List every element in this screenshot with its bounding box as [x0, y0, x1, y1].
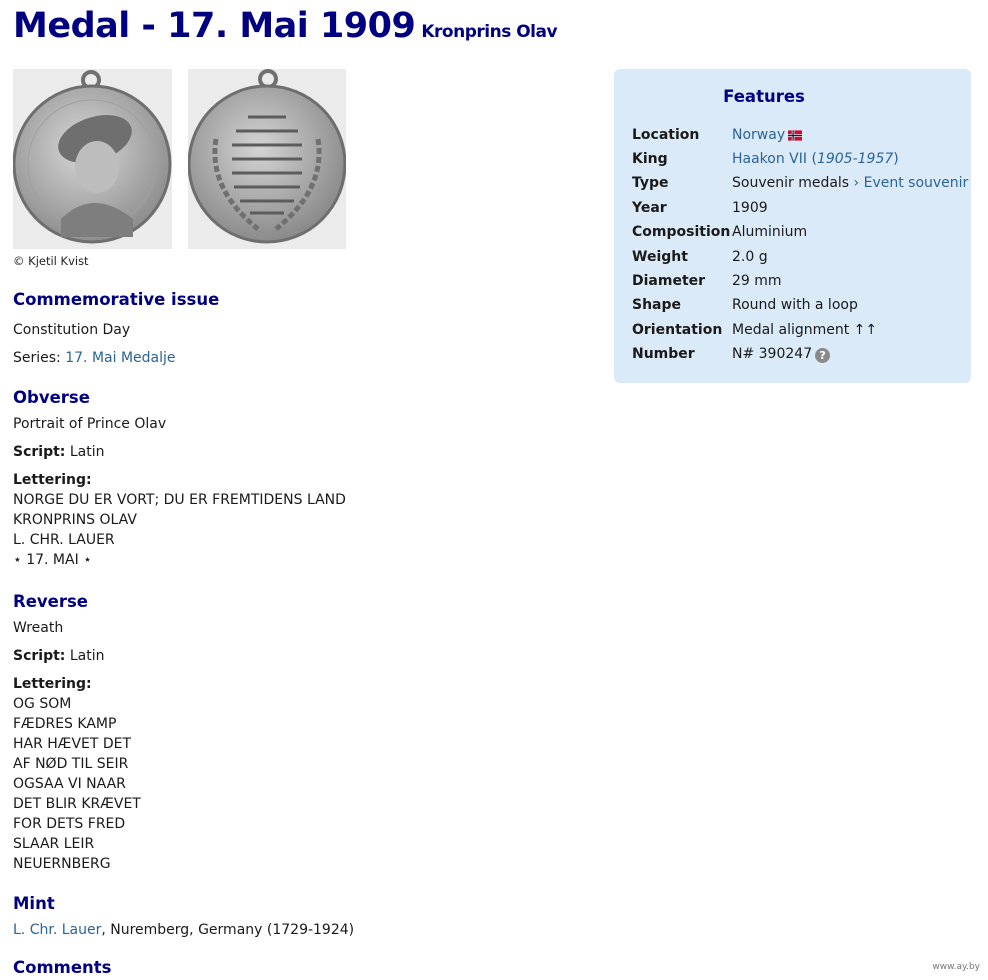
feature-value: 2.0 g: [732, 249, 768, 265]
reverse-script-label: Script:: [13, 648, 66, 664]
reverse-script: [13, 646, 573, 666]
lettering-line: KRONPRINS OLAV: [13, 512, 137, 528]
type-separator: ›: [849, 175, 864, 191]
type-link[interactable]: Event souvenir: [863, 175, 969, 191]
feature-orientation: [632, 319, 963, 341]
feature-label: Year: [632, 200, 667, 216]
feature-label: Orientation: [632, 322, 723, 338]
page-title: [13, 6, 557, 46]
feature-label: King: [632, 151, 668, 167]
reverse-script-value: Latin: [69, 648, 105, 664]
feature-king: [632, 148, 963, 170]
feature-composition: [632, 221, 963, 243]
king-name: Haakon VII: [732, 151, 808, 167]
norway-flag-icon: [788, 130, 802, 141]
feature-label: Weight: [632, 249, 688, 265]
lettering-line: SLAAR LEIR: [13, 836, 95, 852]
watermark: www.ay.by: [932, 962, 980, 972]
feature-value: Medal alignment ↑↑: [732, 322, 878, 338]
lettering-line: OGSAA VI NAAR: [13, 776, 126, 792]
feature-number: [632, 343, 963, 365]
obverse-description: Portrait of Prince Olav: [13, 416, 167, 432]
reverse-lettering-label: Lettering:: [13, 676, 92, 692]
lettering-line: L. CHR. LAUER: [13, 532, 115, 548]
king-years: 1905-1957: [816, 151, 894, 167]
king-open: (: [807, 151, 817, 167]
lettering-line: FOR DETS FRED: [13, 816, 126, 832]
lettering-line: AF NØD TIL SEIR: [13, 756, 129, 772]
lettering-line: DET BLIR KRÆVET: [13, 796, 141, 812]
reverse-description: Wreath: [13, 620, 64, 636]
commemorative-text: Constitution Day: [13, 322, 131, 338]
feature-label: Location: [632, 127, 700, 143]
feature-type: [632, 172, 969, 194]
feature-shape: [632, 294, 963, 316]
feature-label: Diameter: [632, 273, 706, 289]
feature-value: Aluminium: [732, 224, 808, 240]
help-icon[interactable]: ?: [815, 348, 830, 363]
mint-link[interactable]: L. Chr. Lauer: [13, 922, 102, 938]
type-value: Souvenir medals: [732, 175, 850, 191]
commemorative-heading: Commemorative issue: [13, 290, 220, 309]
comments-heading: Comments: [13, 958, 112, 977]
mint-line: [13, 920, 573, 940]
obverse-heading: Obverse: [13, 388, 90, 407]
series-line: [13, 348, 573, 368]
feature-value: N# 390247: [732, 346, 813, 362]
feature-location: [632, 124, 963, 146]
feature-value: 1909: [732, 200, 768, 216]
feature-value: Round with a loop: [732, 297, 858, 313]
feature-diameter: [632, 270, 963, 292]
photo-credit: © Kjetil Kvist: [13, 254, 89, 268]
mint-location: , Nuremberg, Germany (1729-1924): [101, 922, 355, 938]
reverse-heading: Reverse: [13, 592, 88, 611]
obverse-script-value: Latin: [69, 444, 105, 460]
location-link[interactable]: Norway: [732, 127, 786, 143]
lettering-line: OG SOM: [13, 696, 72, 712]
reverse-photo[interactable]: [188, 69, 346, 249]
series-link[interactable]: 17. Mai Medalje: [65, 350, 176, 366]
king-close: ): [893, 151, 899, 167]
obverse-photo[interactable]: [13, 69, 172, 249]
feature-weight: [632, 246, 963, 268]
lettering-line: HAR HÆVET DET: [13, 736, 132, 752]
feature-year: [632, 197, 963, 219]
mint-heading: Mint: [13, 894, 55, 913]
reverse-lettering: [13, 694, 573, 874]
lettering-line: NORGE DU ER VORT; DU ER FREMTIDENS LAND: [13, 492, 346, 508]
feature-label: Shape: [632, 297, 682, 313]
lettering-line: FÆDRES KAMP: [13, 716, 117, 732]
features-panel: [614, 69, 971, 383]
obverse-lettering-label: Lettering:: [13, 472, 92, 488]
feature-label: Composition: [632, 224, 731, 240]
medal-details: [13, 288, 573, 980]
obverse-lettering: [13, 490, 573, 570]
features-heading: Features: [723, 87, 805, 106]
title-subtitle: Kronprins Olav: [421, 22, 558, 42]
lettering-line: ⋆ 17. MAI ⋆: [13, 552, 92, 568]
series-label: Series:: [13, 350, 61, 366]
title-main: Medal - 17. Mai 1909: [13, 6, 416, 46]
feature-label: Number: [632, 346, 695, 362]
obverse-script-label: Script:: [13, 444, 66, 460]
obverse-script: [13, 442, 573, 462]
lettering-line: NEUERNBERG: [13, 856, 111, 872]
king-link[interactable]: [732, 151, 899, 167]
feature-label: Type: [632, 175, 669, 191]
feature-value: 29 mm: [732, 273, 782, 289]
